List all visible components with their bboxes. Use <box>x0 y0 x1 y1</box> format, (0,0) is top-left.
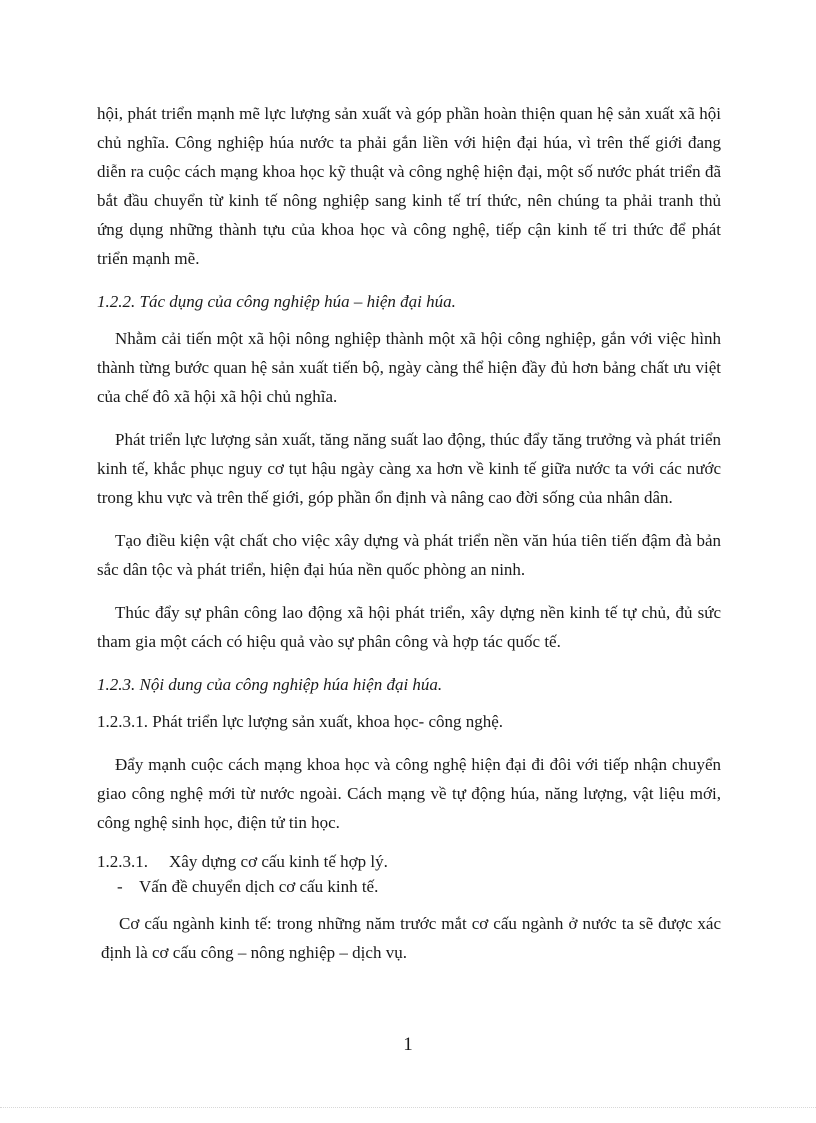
list-item-text: Vấn đề chuyển dịch cơ cấu kinh tế. <box>139 877 379 896</box>
paragraph-sector-structure: Cơ cấu ngành kinh tế: trong những năm trước mắt cơ cấu ngành ở nước ta sẽ được xác định là cơ cấu công – nông nghiệp – dịch vụ. <box>101 914 721 962</box>
paragraph-continuation: hội, phát triển mạnh mẽ lực lượng sản xuất và góp phần hoàn thiện quan hệ sản xuất xã hội chủ nghĩa. Công nghiệp húa nước ta phải gắn liền với hiện đại húa, vì trên thế giới đang diễn ra cuộc cách mạng khoa học kỹ thuật và công nghệ hiện đại, một số nước phát triển đã bắt đầu chuyển từ kinh tế nông nghiệp sang kinh tế trí thức, nên chúng ta phải tranh thủ ứng dụng những thành tựu của khoa học và công nghệ, tiếp cận kinh tế tri thức để phát triển mạnh mẽ. <box>97 104 721 268</box>
subsection-number: 1.2.3.1. <box>97 852 148 871</box>
paragraph-material-conditions: Tạo điều kiện vật chất cho việc xây dựng và phát triển nền văn húa tiên tiến đậm đà bản sắc dân tộc và phát triển, hiện đại húa nền quốc phòng an ninh. <box>97 531 721 579</box>
subsection-heading-1-2-3-1: 1.2.3.1. Phát triển lực lượng sản xuất, khoa học- công nghệ. <box>97 712 504 731</box>
list-item <box>97 874 721 899</box>
page-number: 1 <box>403 1034 413 1055</box>
subsection-heading-economic-structure <box>97 849 721 874</box>
paragraph-division-of-labor: Thúc đẩy sự phân công lao động xã hội phát triển, xây dựng nền kinh tế tự chủ, đủ sức tham gia một cách có hiệu quả vào sự phân công và hợp tác quốc tế. <box>97 603 721 651</box>
paragraph-science-technology: Đẩy mạnh cuộc cách mạng khoa học và công nghệ hiện đại đi đôi với tiếp nhận chuyển giao công nghệ mới từ nước ngoài. Cách mạng về tự động húa, năng lượng, vật liệu mới, công nghệ sinh học, điện tử tin học. <box>97 755 721 832</box>
page-body <box>97 99 721 967</box>
page-bottom-divider <box>0 1107 816 1108</box>
section-heading-1-2-3: 1.2.3. Nội dung của công nghiệp húa hiện đại húa. <box>97 675 443 694</box>
bullet-dash: - <box>117 877 123 896</box>
section-heading-1-2-2: 1.2.2. Tác dụng của công nghiệp húa – hiện đại húa. <box>97 292 456 311</box>
paragraph-develop-productive-forces: Phát triển lực lượng sản xuất, tăng năng suất lao động, thúc đẩy tăng trưởng và phát triển kinh tế, khắc phục nguy cơ tụt hậu ngày càng xa hơn về kinh tế giữa nước ta với các nước trong khu vực và trên thế giới, góp phần ổn định và nâng cao đời sống của nhân dân. <box>97 430 721 507</box>
subsection-title: Xây dựng cơ cấu kinh tế hợp lý. <box>169 852 388 871</box>
paragraph-purpose-industrialize: Nhằm cải tiến một xã hội nông nghiệp thành một xã hội công nghiệp, gắn với việc hình thành từng bước quan hệ sản xuất tiến bộ, ngày càng thể hiện đầy đủ hơn bảng chất ưu việt của chế đô xã hội xã hội chủ nghĩa. <box>97 329 721 406</box>
